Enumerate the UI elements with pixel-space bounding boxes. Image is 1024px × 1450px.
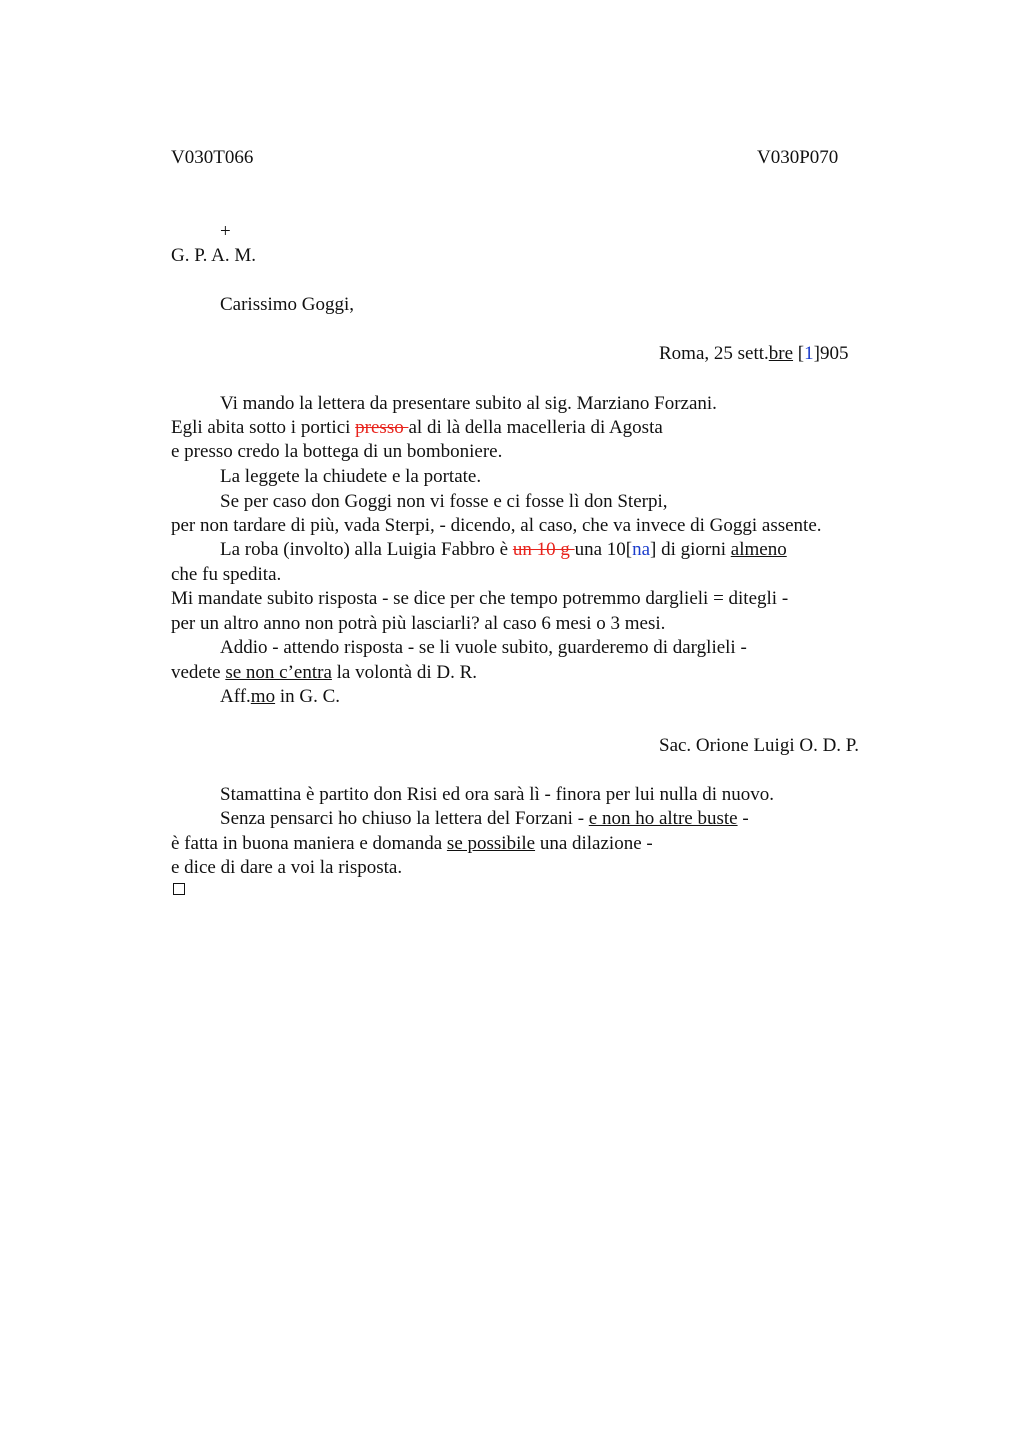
motto: G. P. A. M. bbox=[171, 245, 256, 266]
deleted-text: presso bbox=[355, 417, 409, 438]
postscript-line: Stamattina è partito don Risi ed ora sarà lì - finora per lui nulla di nuovo. bbox=[220, 784, 775, 805]
body-line: e presso credo la bottega di un bomboniere. bbox=[171, 441, 503, 462]
body-line: vedete se non c’entra la volontà di D. R. bbox=[171, 662, 478, 683]
body-line: per non tardare di più, vada Sterpi, - dicendo, al caso, che va invece di Goggi assente. bbox=[171, 515, 822, 536]
closing: Aff.mo in G. C. bbox=[220, 686, 341, 707]
postscript-line: e dice di dare a voi la risposta. bbox=[171, 857, 403, 878]
body-line: Vi mando la lettera da presentare subito al sig. Marziano Forzani. bbox=[220, 393, 717, 414]
body-line: che fu spedita. bbox=[171, 564, 282, 585]
cross-symbol: + bbox=[220, 221, 231, 242]
body-line: per un altro anno non potrà più lasciarli? al caso 6 mesi o 3 mesi. bbox=[171, 613, 666, 634]
postscript-line: Senza pensarci ho chiuso la lettera del Forzani - e non ho altre buste - bbox=[220, 808, 749, 829]
letter-date: Roma, 25 sett.bre [1]905 bbox=[659, 343, 849, 364]
body-line: Addio - attendo risposta - se li vuole subito, guarderemo di darglieli - bbox=[220, 637, 747, 658]
editorial-insert: na bbox=[632, 539, 651, 560]
end-mark-box bbox=[173, 883, 185, 895]
body-line: Mi mandate subito risposta - se dice per che tempo potremmo darglieli = ditegli - bbox=[171, 588, 789, 609]
body-line: La roba (involto) alla Luigia Fabbro è un 10 g una 10[na] di giorni almeno bbox=[220, 539, 787, 560]
body-line: La leggete la chiudete e la portate. bbox=[220, 466, 482, 487]
deleted-text: un 10 g bbox=[512, 539, 575, 560]
document-code-right: V030P070 bbox=[757, 147, 839, 168]
signature: Sac. Orione Luigi O. D. P. bbox=[659, 735, 860, 756]
postscript-line: è fatta in buona maniera e domanda se possibile una dilazione - bbox=[171, 833, 653, 854]
document-code-left: V030T066 bbox=[171, 147, 254, 168]
salutation: Carissimo Goggi, bbox=[220, 294, 355, 315]
body-line: Egli abita sotto i portici presso al di là della macelleria di Agosta bbox=[171, 417, 663, 438]
body-line: Se per caso don Goggi non vi fosse e ci fosse lì don Sterpi, bbox=[220, 491, 668, 512]
